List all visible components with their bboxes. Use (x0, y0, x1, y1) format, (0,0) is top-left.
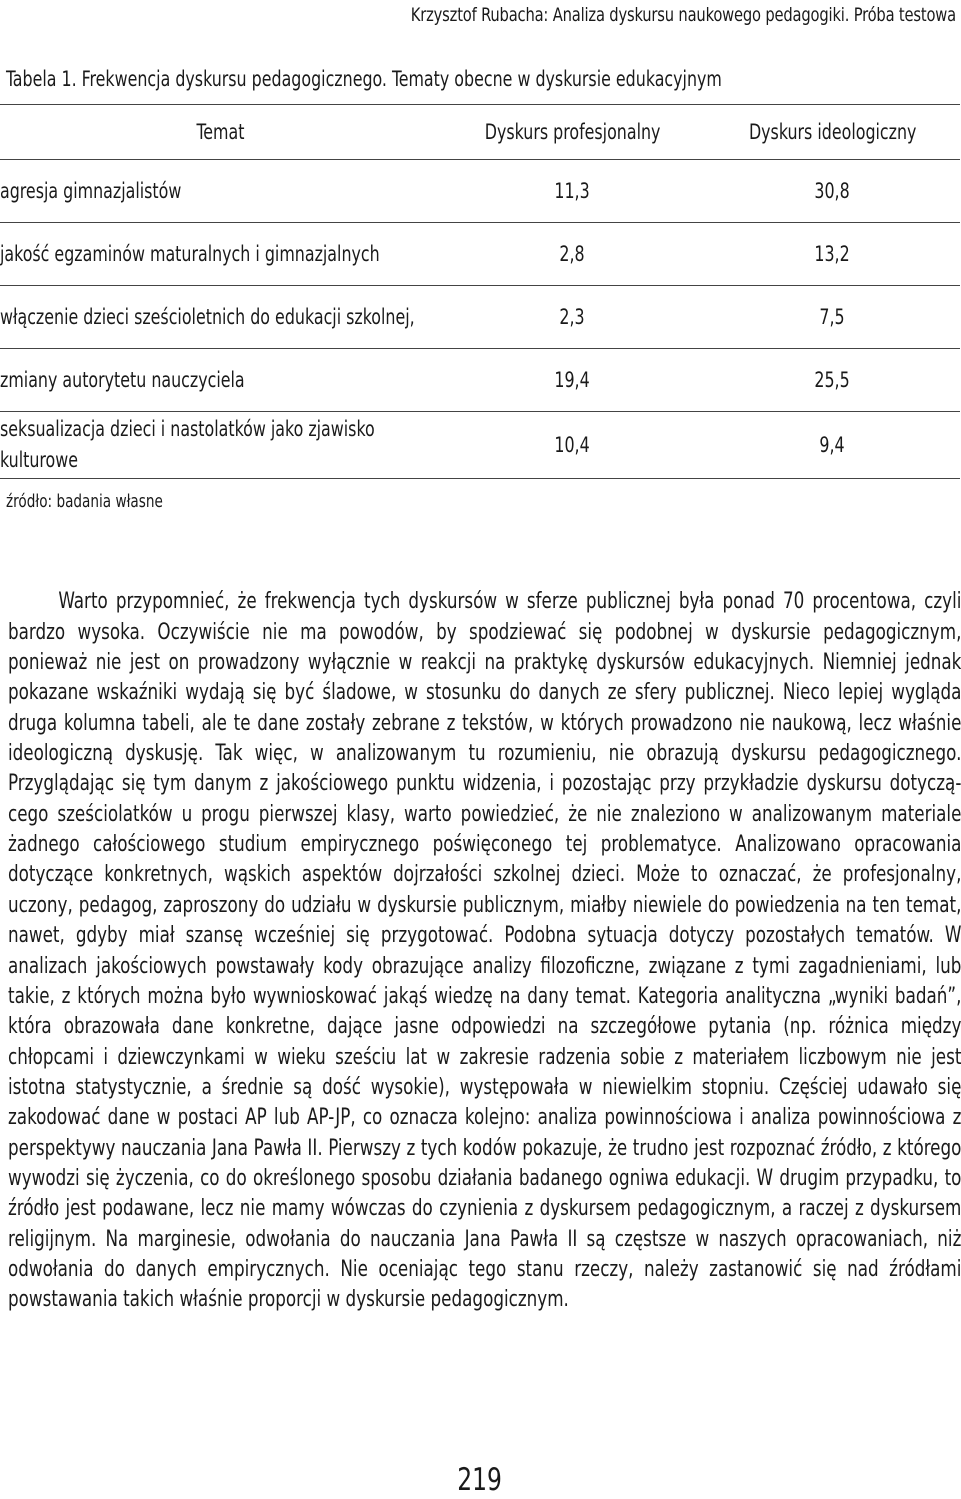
table-row (0, 349, 960, 412)
table-source-note: źródło: badania własne (6, 491, 163, 512)
ideological-value-cell: 9,4 (705, 412, 960, 479)
professional-value-cell: 19,4 (440, 349, 705, 412)
professional-value-cell: 2,8 (440, 223, 705, 286)
ideological-value-cell: 7,5 (705, 286, 960, 349)
topic-cell: agresja gimnazjalistów (0, 160, 440, 223)
table-row (0, 223, 960, 286)
ideological-value-cell: 13,2 (705, 223, 960, 286)
column-header-ideological: Dyskurs ideologiczny (705, 105, 960, 160)
body-paragraph: Warto przypomnieć, że frekwencja tych dyskursów w sferze publicznej była ponad 70 procentowa, czyli bardzo wysoka. Oczywiście nie ma powodów, by spodziewać się podobnej w dyskursie pedagogicznym, ponieważ nie jest on prowadzony wyłącznie w reakcji na praktykę dyskursów edukacyjnych. Niemniej jednak pokazane wskaźniki wydają się być śladowe, w stosunku do danych ze sfery publicznej. Nieco lepiej wygląda druga kolumna tabeli, ale te dane zostały zebrane z tekstów, w których prowadzono nie naukową, lecz właśnie ideologiczną dyskusję. Tak więc, w analizowanym tu rozumieniu, nie obrazują dyskursu pedagogicznego. Przyglądając się tym danym z jakościowego punktu widzenia, i pozostając przy przykładzie dyskursu dotyczącego sześciolatków u progu pierwszej klasy, warto powiedzieć, że nie znaleziono w analizowanym materiale żadnego całościowego studium empirycznego poświęconego tej problematyce. Analizowano opracowania dotyczące konkretnych, wąskich aspektów dojrzałości szkolnej dzieci. Może to oznaczać, że profesjonalny, uczony, pedagog, zaproszony do udziału w dyskursie publicznym, miałby niewiele do powiedzenia na ten temat, nawet, gdyby miał szansę wcześniej się przygotować. Podobna sytuacja dotyczy pozostałych tematów. W analizach jakościowych powstawały kody obrazujące analizy filozoficzne, związane z tymi zagadnieniami, lub takie, z których można było wywnioskować jakąś wiedzę na dany temat. Kategoria analityczna „wyniki badań”, która obrazowała dane konkretne, dające jasne odpowiedzi na szczegółowe pytania (np. różnica między chłopcami i dziewczynkami w wieku sześciu lat w zakresie radzenia sobie z materiałem liczbowym nie jest istotna statystycznie, a średnie są dość wysokie), występowała w niewielkim stopniu. Częściej udawało się zakodować dane w postaci AP lub AP-JP, co oznacza kolejno: analiza powinnościowa i analiza powinnościowa z perspektywy nauczania Jana Pawła II. Pierwszy z tych kodów pokazuje, że trudno jest rozpoznać źródło, z którego wywodzi się życzenia, co do określonego sposobu działania badanego ogniwa edukacji. W drugim przypadku, to źródło jest podawane, lecz nie mamy wówczas do czynienia z dyskursem pedagogicznym, a raczej z dyskursem religijnym. Na marginesie, odwołania do nauczania Jana Pawła II są częstsze w naszych opracowaniach, niż odwołania do danych empirycznych. Nie oceniając tego stanu rzeczy, należy zastanowić się nad źródłami powstawania takich właśnie proporcji w dyskursie pedagogicznym. (8, 588, 961, 1313)
professional-value-cell: 10,4 (440, 412, 705, 479)
table-caption: Tabela 1. Frekwencja dyskursu pedagogicznego. Tematy obecne w dyskursie edukacyjnym (6, 67, 722, 91)
professional-value-cell: 2,3 (440, 286, 705, 349)
table-row (0, 286, 960, 349)
table-header-row (0, 105, 960, 160)
professional-value-cell: 11,3 (440, 160, 705, 223)
topic-cell: włączenie dzieci sześcioletnich do edukacji szkolnej, (0, 286, 440, 349)
ideological-value-cell: 30,8 (705, 160, 960, 223)
column-header-topic: Temat (0, 105, 440, 160)
table-row (0, 160, 960, 223)
table-row (0, 412, 960, 479)
topic-cell: seksualizacja dzieci i nastolatków jako zjawisko kulturowe (0, 412, 440, 479)
page-number: 219 (457, 1462, 503, 1498)
ideological-value-cell: 25,5 (705, 349, 960, 412)
column-header-professional: Dyskurs profesjonalny (440, 105, 705, 160)
topic-cell: zmiany autorytetu nauczyciela (0, 349, 440, 412)
topic-cell: jakość egzaminów maturalnych i gimnazjalnych (0, 223, 440, 286)
frequency-table (0, 104, 960, 479)
running-header: Krzysztof Rubacha: Analiza dyskursu naukowego pedagogiki. Próba testowa (410, 4, 956, 26)
